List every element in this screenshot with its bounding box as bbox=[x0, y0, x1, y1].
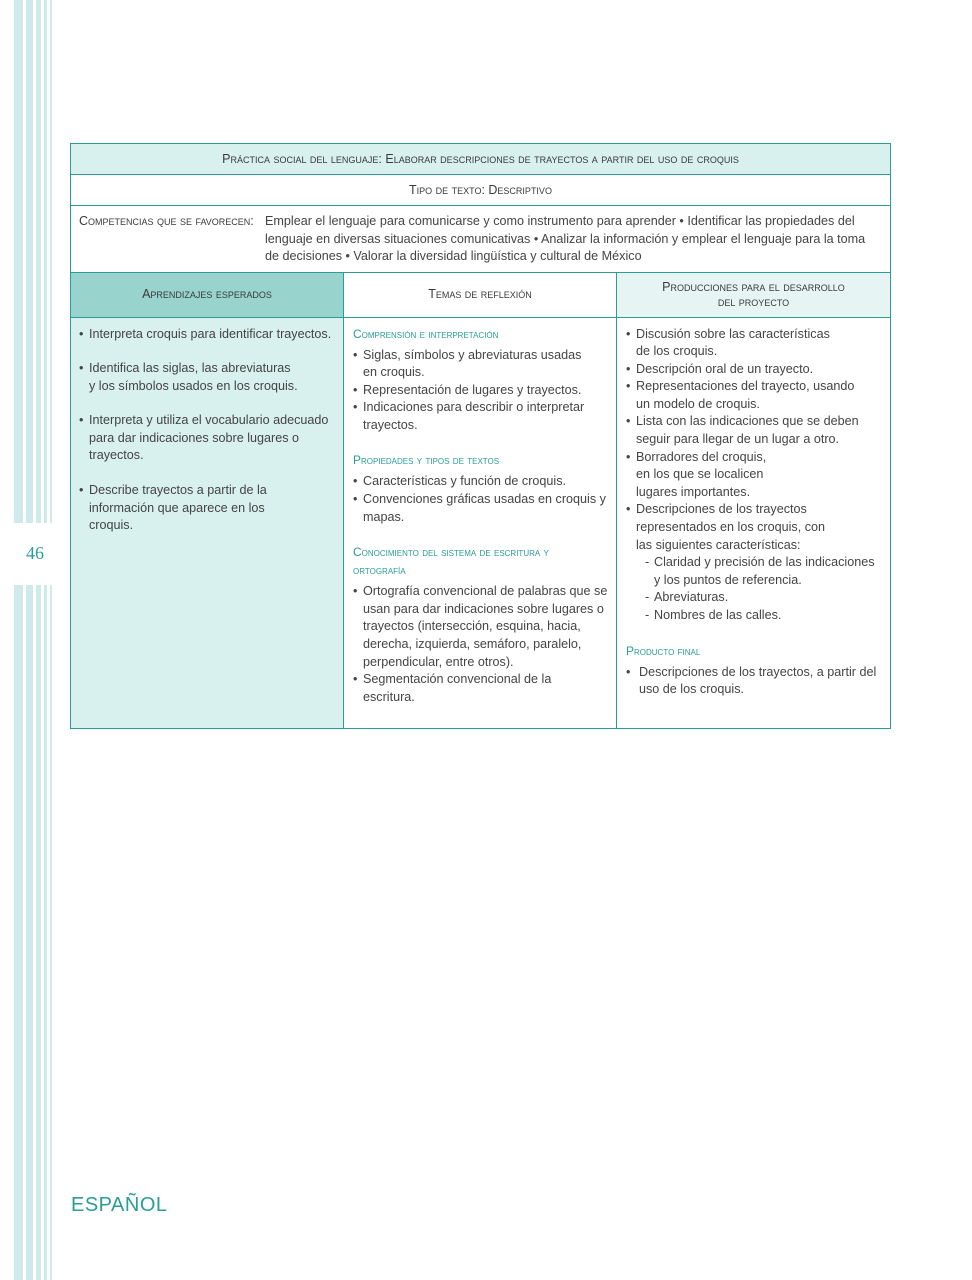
list-item: • Descripciones de los trayectos, a partir del uso de los croquis. bbox=[626, 664, 877, 697]
margin-stripes bbox=[14, 0, 58, 1280]
footer-subject-title: ESPAÑOL bbox=[71, 1194, 168, 1216]
header-producciones bbox=[617, 273, 890, 317]
sub-item: - Abreviaturas. bbox=[645, 590, 729, 605]
header-aprendizajes: Aprendizajes esperados bbox=[71, 273, 344, 317]
sub-item: - Nombres de las calles. bbox=[645, 608, 782, 622]
tipo-texto-row: Tipo de texto: Descriptivo bbox=[71, 175, 890, 206]
practica-social-row: Práctica social del lenguaje: Elaborar descripciones de trayectos a partir del uso de croquis bbox=[71, 144, 890, 175]
list-item: • Características y función de croquis. bbox=[353, 474, 566, 489]
list-item: • Siglas, símbolos y abreviaturas usadas en croquis. bbox=[353, 347, 582, 380]
producciones-column bbox=[617, 318, 890, 728]
list-item: • Convenciones gráficas usadas en croquis y mapas. bbox=[353, 492, 606, 524]
header-producciones-label: Producciones para el desarrollo del proyecto bbox=[662, 279, 845, 309]
competencias-row bbox=[71, 206, 890, 273]
section-title-producto-final: Producto final bbox=[626, 643, 701, 658]
list-item: • Discusión sobre las características de los croquis. bbox=[626, 326, 830, 359]
section-title-conocimiento: Conocimiento del sistema de escritura y ortografía bbox=[353, 545, 549, 578]
list-item: • Indicaciones para describir o interpretar trayectos. bbox=[353, 400, 585, 432]
sub-item: - Claridad y precisión de las indicaciones y los puntos de referencia. bbox=[645, 555, 875, 587]
aprendizajes-column bbox=[71, 318, 344, 728]
list-item: • Representaciones del trayecto, usando un modelo de croquis. bbox=[626, 379, 855, 411]
section-title-comprension: Comprensión e interpretación bbox=[353, 326, 499, 341]
competencias-text: Emplear el lenguaje para comunicarse y como instrumento para aprender • Identificar las propiedades del lenguaje en diversas situaciones comunicativas • Analizar la información y emplear el lenguaje para la toma de decisiones • Valorar la diversidad lingüística y cultural de México bbox=[265, 214, 866, 263]
list-item: • Descripción oral de un trayecto. bbox=[626, 361, 814, 376]
list-item: • Descripciones de los trayectos representados en los croquis, con las siguientes características: bbox=[626, 502, 826, 552]
temas-column bbox=[344, 318, 617, 728]
column-headers bbox=[71, 273, 890, 318]
list-item: • Representación de lugares y trayectos. bbox=[353, 382, 582, 397]
list-item: • Ortografía convencional de palabras que se usan para dar indicaciones sobre lugares o trayectos (intersección, esquina, hacia, derecha, izquierda, semáforo, paralelo, perpendicular, entre otros). bbox=[353, 584, 608, 669]
planning-table bbox=[70, 143, 891, 729]
section-title-propiedades: Propiedades y tipos de textos bbox=[353, 453, 500, 468]
table-body bbox=[71, 318, 890, 728]
list-item: • Lista con las indicaciones que se deben seguir para llegar de un lugar a otro. bbox=[626, 414, 859, 447]
list-item: • Segmentación convencional de la escritura. bbox=[353, 672, 552, 704]
page-number: 46 bbox=[26, 543, 44, 563]
list-item: • Borradores del croquis, en los que se localicen lugares importantes. bbox=[626, 449, 767, 499]
competencias-label: Competencias que se favorecen: bbox=[79, 214, 254, 228]
list-item: • Interpreta croquis para identificar trayectos. bbox=[79, 326, 332, 341]
list-item: • Identifica las siglas, las abreviaturas y los símbolos usados en los croquis. bbox=[79, 361, 298, 393]
header-temas: Temas de reflexión bbox=[344, 273, 617, 317]
list-item: • Interpreta y utiliza el vocabulario adecuado para dar indicaciones sobre lugares o trayectos. bbox=[79, 413, 329, 463]
list-item: • Describe trayectos a partir de la información que aparece en los croquis. bbox=[79, 483, 267, 533]
